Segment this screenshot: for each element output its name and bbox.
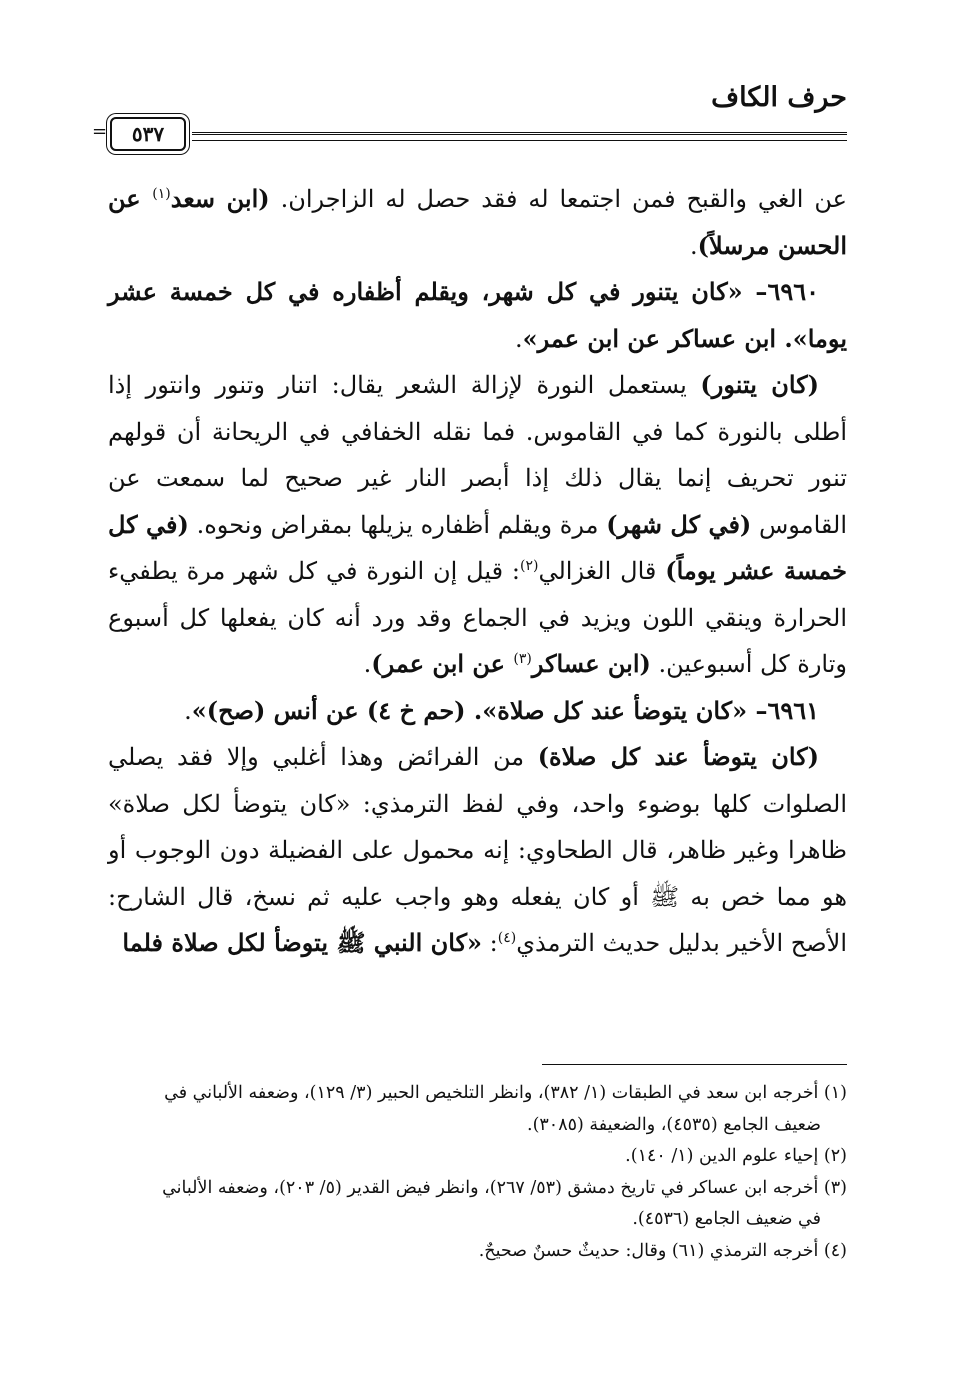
commentary-6960: (كان يتنور) يستعمل النورة لإزالة الشعر يقال: اتنار وتنور وانتور إذا أطلى بالنورة كما في القاموس. فما نقله الخفافي في الريحانة أن قولهم تنور تحريف إنما يقال ذلك إذا أبصر النار غير صحيح لما سمعت عن القاموس (في كل شهر) مرة ويقلم أظفاره يزيلها بمقراض ونحوه. (في كل خمسة عشر يوماً) قال الغزالي$^{(٢)}$: قيل إن النورة في كل شهر مرة يطفيء الحرارة وينقي اللون ويزيد في الجماع وقد ورد أنه كان يفعلها كل أسبوع وتارة كل أسبوعين. (ابن عساكر$^{(٣)}$ عن ابن عمر). <box>108 370 848 678</box>
hadith-6961: ٦٩٦١– «كان يتوضأ عند كل صلاة». (حم خ ٤) عن أنس (صح)». <box>184 695 819 725</box>
double-rule <box>192 132 847 135</box>
footnote-1-cont: ضعيف الجامع (٤٥٣٥)، والضعيفة (٣٠٨٥). <box>527 1114 821 1135</box>
footnote-3-cont: في ضعيف الجامع (٤٥٣٦). <box>632 1209 821 1229</box>
footnote-1: (١) أخرجه ابن سعد في الطبقات (١/ ٣٨٢)، وانظر التلخيص الحبير (٣/ ١٢٩)، وضعفه الألباني في <box>164 1083 847 1103</box>
footnote-ref-3: (٣) <box>513 651 532 667</box>
commentary-6961: (كان يتوضأ عند كل صلاة) من الفرائض وهذا أغلبي وإلا فقد يصلي الصلوات كلها بوضوء واحد، وفي لفظ الترمذي: «كان يتوضأ لكل صلاة» ظاهرا وغير ظاهر، قال الطحاوي: إنه محمول على الفضيلة دون الوجوب أو هو مما خص به ﷺ أو كان يفعله وهو واجب عليه ثم نسخ، قال الشارح: الأصح الأخير بدليل حديث الترمذي$^{(٤)}$: «كان النبي ﷺ يتوضأ لكل صلاة فلما <box>108 742 848 957</box>
rule-mark: = <box>92 121 108 142</box>
footnote-ref-2: (٢) <box>520 558 539 574</box>
footnote-2: (٢) إحياء علوم الدين (١/ ١٤٠). <box>625 1146 847 1166</box>
main-text <box>108 176 847 967</box>
footnote-3: (٣) أخرجه ابن عساكر في تاريخ دمشق (٥٣/ ٢٦٧)، وانظر فيض القدير (٥/ ٢٠٣)، وضعفه الألباني <box>162 1177 847 1198</box>
footnote-ref-4: (٤) <box>497 930 517 946</box>
footnotes <box>108 1078 847 1267</box>
footnote-separator <box>542 1064 847 1065</box>
hadith-6960: ٦٩٦٠– «كان يتنور في كل شهر، ويقلم أظفاره في كل خمسة عشر يوما». ابن عساكر عن ابن عمر». <box>108 277 847 353</box>
footnote-4: (٤) أخرجه الترمذي (٦١) وقال: حديثٌ حسنٌ صحيحٌ. <box>478 1240 847 1261</box>
footnote-ref-1: (١) <box>152 186 171 202</box>
single-rule <box>192 140 847 141</box>
paragraph-continuation: عن الغي والقبح فمن اجتمعا له فقد حصل له الزاجران. (ابن سعد$^{(١)}$ عن الحسن مرسلاً). <box>108 184 847 260</box>
running-title: حرف الكاف <box>711 82 847 113</box>
page-number: ٥٣٧ <box>110 117 186 151</box>
header-rule <box>92 116 847 150</box>
